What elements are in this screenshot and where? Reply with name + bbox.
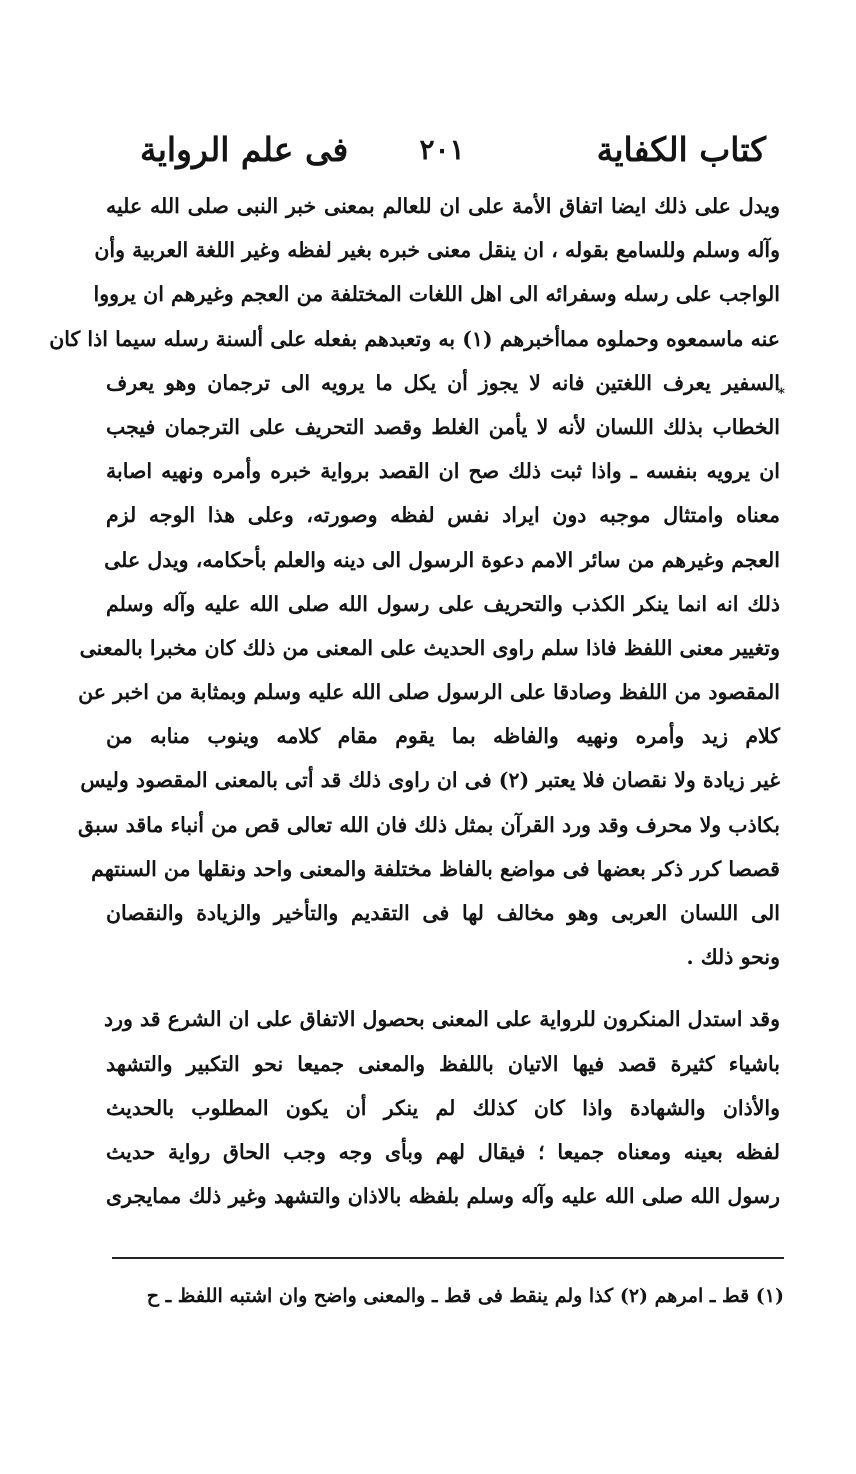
paragraph-gap: [106, 979, 780, 997]
text-line: السفير يعرف اللغتين فانه لا يجوز أن يكل ما يرويه الى ترجمان وهو يعرف: [106, 370, 780, 395]
paragraph: [49, 184, 780, 979]
text-line: قصصا كرر ذكر بعضها فى مواضع بالفاظ مختلفة والمعنى واحد ونقلها من السنتهم: [91, 856, 780, 881]
page-number: ٢٠١: [419, 133, 465, 166]
text-line: ذلك انه انما ينكر الكذب والتحريف على رسول الله صلى الله عليه وآله وسلم: [106, 591, 780, 616]
footnote-rule: [112, 1257, 784, 1259]
running-head: [112, 128, 772, 176]
text-line: وقد استدل المنكرون للرواية على المعنى بحصول الاتفاق على ان الشرع قد ورد: [103, 1007, 780, 1032]
text-line: ونحو ذلك .: [686, 945, 780, 970]
text-line: والأذان والشهادة واذا كان كذلك لم ينكر أن يكون المطلوب بالحديث: [106, 1095, 780, 1120]
text-line: رسول الله صلى الله عليه وآله وسلم بلفظه بالاذان والتشهد وغير ذلك ممايجرى: [106, 1184, 780, 1209]
text-line: ان يرويه بنفسه ـ واذا ثبت ذلك صح ان القصد برواية خبره وأمره ونهيه اصابة: [106, 459, 780, 484]
text-line: العجم وغيرهم من سائر الامم دعوة الرسول الى دينه والعلم بأحكامه، ويدل على: [104, 547, 780, 572]
text-line: وتغيير معنى اللفظ فاذا سلم راوى الحديث على المعنى من ذلك كان مخبرا بالمعنى: [79, 635, 780, 660]
footnote: (١) قط ـ امرهم (٢) كذا ولم ينقط فى قط ـ والمعنى واضح وان اشتبه اللفظ ـ ح: [146, 1285, 784, 1307]
text-line: كلام زيد وأمره ونهيه والفاظه بما يقوم مقام كلامه وينوب منابه من: [106, 724, 780, 749]
text-line: الى اللسان العربى وهو مخالف لها فى التقديم والتأخير والزيادة والنقصان: [106, 901, 780, 925]
text-line: الواجب على رسله وسفرائه الى اهل اللغات المختلفة من العجم وغيرهم ان يرووا: [93, 282, 780, 307]
paragraph: [103, 997, 780, 1218]
book-title: كتاب الكفاية: [596, 130, 766, 169]
body-text: [49, 184, 780, 1218]
text-line: غير زيادة ولا نقصان فلا يعتبر (٢) فى ان راوى ذلك قد أتى بالمعنى المقصود وليس: [80, 768, 780, 793]
text-line: الخطاب بذلك اللسان لأنه لا يأمن الغلط وقصد التحريف على الترجمان فيجب: [106, 414, 780, 439]
text-line: معناه وامتثال موجبه دون ايراد نفس لفظه وصورته، وعلى هذا الوجه لزم: [106, 503, 780, 528]
text-line: لفظه بعينه ومعناه جميعا ؛ فيقال لهم وبأى وجه وجب الحاق رواية حديث: [106, 1139, 780, 1164]
subject-title: فى علم الرواية: [140, 130, 349, 169]
text-line: المقصود من اللفظ وصادقا على الرسول صلى الله عليه وسلم وبمثابة من اخبر عن: [78, 680, 780, 705]
margin-mark: *: [777, 386, 785, 402]
text-line: بكاذب ولا محرف وقد ورد القرآن بمثل ذلك فان الله تعالى قص من أنباء ماقد سبق: [77, 812, 780, 837]
text-line: ويدل على ذلك ايضا اتفاق الأمة على ان للعالم بمعنى خبر النبى صلى الله عليه: [106, 194, 780, 218]
text-line: وآله وسلم وللسامع بقوله ، ان ينقل معنى خبره بغير لفظه وغير اللغة العربية وأن: [94, 238, 780, 263]
text-line: باشياء كثيرة قصد فيها الاتيان باللفظ والمعنى جميعا نحو التكبير والتشهد: [106, 1051, 780, 1076]
text-line: عنه ماسمعوه وحملوه مماأخبرهم (١) به وتعبدهم بفعله على ألسنة رسله سيما اذا كان: [49, 326, 780, 351]
